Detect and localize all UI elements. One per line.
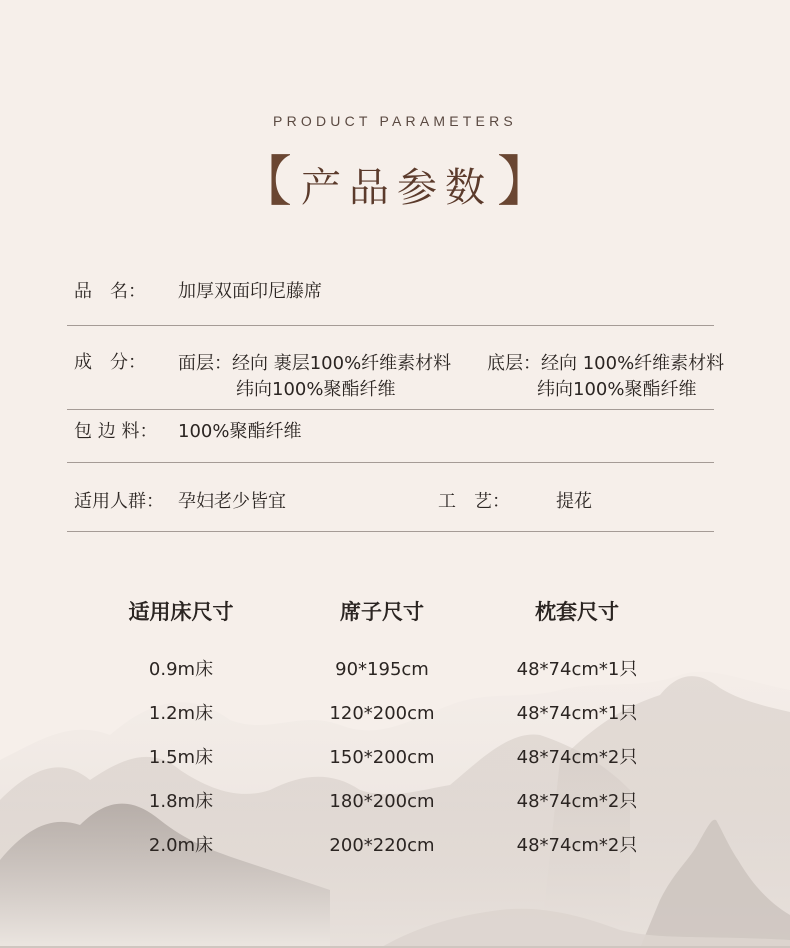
size-table-header-bed: 适用床尺寸: [128, 600, 234, 624]
face-layer-line1: 面层：经向 裹层100%纤维素材料: [178, 353, 452, 374]
base-layer-line1: 底层：经向 100%纤维素材料: [487, 353, 725, 374]
edging-value: 100%聚酯纤维: [178, 421, 302, 442]
divider: [67, 531, 714, 532]
table-cell-mat: 90*195cm: [335, 659, 429, 680]
table-cell-pillowcase: 48*74cm*1只: [516, 703, 638, 724]
divider: [67, 409, 714, 410]
base-layer-line2: 纬向100%聚酯纤维: [537, 379, 697, 400]
table-cell-bed: 1.2m床: [148, 703, 214, 724]
craft-label: 工 艺：: [438, 491, 510, 512]
divider: [67, 325, 714, 326]
table-cell-mat: 200*220cm: [329, 835, 435, 856]
table-cell-pillowcase: 48*74cm*2只: [516, 747, 638, 768]
table-cell-bed: 0.9m床: [148, 659, 214, 680]
section-eyebrow: PRODUCT PARAMETERS: [273, 113, 517, 129]
section-title: 产品参数: [301, 165, 493, 211]
size-table-header-pillowcase: 枕套尺寸: [535, 600, 619, 624]
users-value: 孕妇老少皆宜: [178, 491, 286, 512]
table-cell-mat: 150*200cm: [329, 747, 435, 768]
table-cell-bed: 2.0m床: [148, 835, 214, 856]
title-bracket-left: 【: [238, 150, 292, 213]
title-bracket-right: 】: [497, 150, 551, 213]
table-cell-bed: 1.5m床: [148, 747, 214, 768]
table-cell-bed: 1.8m床: [148, 791, 214, 812]
divider: [67, 462, 714, 463]
table-cell-pillowcase: 48*74cm*1只: [516, 659, 638, 680]
composition-label: 成 分：: [74, 352, 146, 373]
face-layer-line2: 纬向100%聚酯纤维: [236, 379, 396, 400]
product-name-value: 加厚双面印尼藤席: [178, 281, 322, 302]
edging-label: 包 边 料：: [74, 421, 158, 442]
table-cell-pillowcase: 48*74cm*2只: [516, 835, 638, 856]
craft-value: 提花: [556, 491, 592, 512]
table-cell-mat: 180*200cm: [329, 791, 435, 812]
table-cell-mat: 120*200cm: [329, 703, 435, 724]
size-table-header-mat: 席子尺寸: [340, 600, 424, 624]
table-cell-pillowcase: 48*74cm*2只: [516, 791, 638, 812]
product-name-label: 品 名：: [74, 281, 146, 302]
users-label: 适用人群：: [74, 491, 164, 512]
